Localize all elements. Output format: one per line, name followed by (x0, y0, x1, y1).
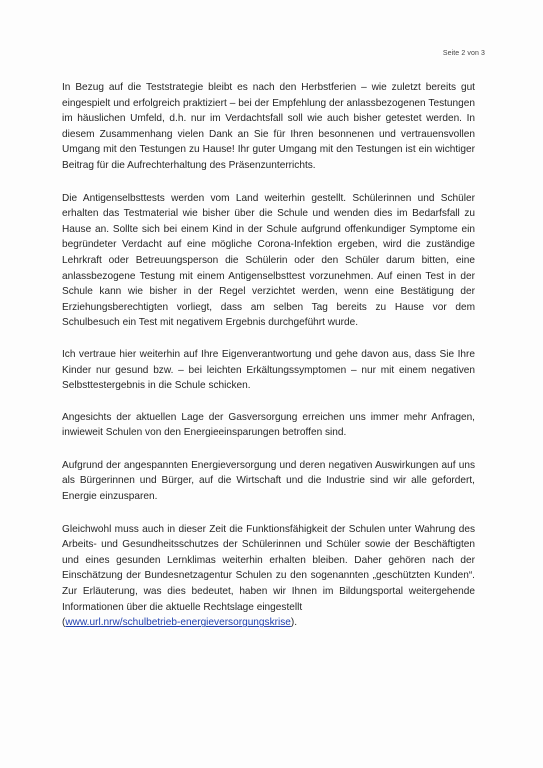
link-close-paren: ). (290, 617, 298, 629)
paragraph-gas-supply: Angesichts der aktuellen Lage der Gasversorgung erreichen uns immer mehr Anfragen, inwieweit Schulen von den Energieeinsparungen betroffen sind. (62, 411, 475, 439)
paragraph-energy-saving: Aufgrund der angespannten Energieversorgung und deren negativen Auswirkungen auf uns als Bürgerinnen und Bürger, auf die Wirtschaft und die Industrie sind wir alle gefordert, Energie einzusparen. (62, 459, 475, 503)
bildungsportal-link[interactable]: www.url.nrw/schulbetrieb-energieversorgungskrise (65, 617, 291, 629)
link-open-paren: ( (62, 617, 66, 629)
letter-body (62, 80, 475, 647)
paragraph-protected-customers-text: Gleichwohl muss auch in dieser Zeit die Funktionsfähigkeit der Schulen unter Wahrung des Arbeits- und Gesundheitsschutzes der Schülerinnen und Schüler sowie der Beschäftigten und eines gesunden Lernklimas weiterhin erhalten bleiben. Daher gehören nach der Einschätzung der Bundesnetzagentur Schulen zu den sogenannten „geschützten Kunden“. Zur Erläuterung, was dies bedeutet, haben wir Ihnen im Bildungsportal weitergehende Informationen über die aktuelle Rechtslage eingestellt (62, 523, 475, 613)
paragraph-antigen-tests: Die Antigenselbsttests werden vom Land weiterhin gestellt. Schülerinnen und Schüler erhalten das Testmaterial wie bisher über die Schule und wenden dies im Bedarfsfall zu Hause an. Sollte sich bei einem Kind in der Schule aufgrund offenkundiger Symptome ein begründeter Verdacht auf eine mögliche Corona-Infektion ergeben, wird die zuständige Lehrkraft oder Betreuungsperson die Schülerin oder den Schüler darum bitten, eine anlassbezogene Testung mit einem Antigenselbsttest vorzunehmen. Auf einen Test in der Schule kann wie bisher in der Regel verzichtet werden, wenn eine Bestätigung der Erziehungsberechtigten vorliegt, dass am selben Tag bereits zu Hause vor dem Schulbesuch ein Test mit negativem Ergebnis durchgeführt wurde. (62, 192, 475, 329)
paragraph-test-strategy: In Bezug auf die Teststrategie bleibt es nach den Herbstferien – wie zuletzt bereits gut eingespielt und erfolgreich praktiziert – bei der Empfehlung der anlassbezogenen Testungen im häuslichen Umfeld, d.h. nur im Verdachtsfall soll wie auch bisher getestet werden. In diesem Zusammenhang vielen Dank an Sie für Ihren besonnenen und vertrauensvollen Umgang mit den Testungen zu Hause! Ihr guter Umgang mit den Testungen ist ein wichtiger Beitrag für die Aufrechterhaltung des Präsenzunterrichts. (62, 82, 475, 171)
paragraph-self-responsibility: Ich vertraue hier weiterhin auf Ihre Eigenverantwortung und gehe davon aus, dass Sie Ihre Kinder nur gesund bzw. – bei leichten Erkältungssymptomen – nur mit einem negativen Selbsttestergebnis in die Schule schicken. (62, 348, 475, 392)
paragraph-protected-customers (62, 522, 475, 631)
page-number: Seite 2 von 3 (442, 50, 485, 57)
